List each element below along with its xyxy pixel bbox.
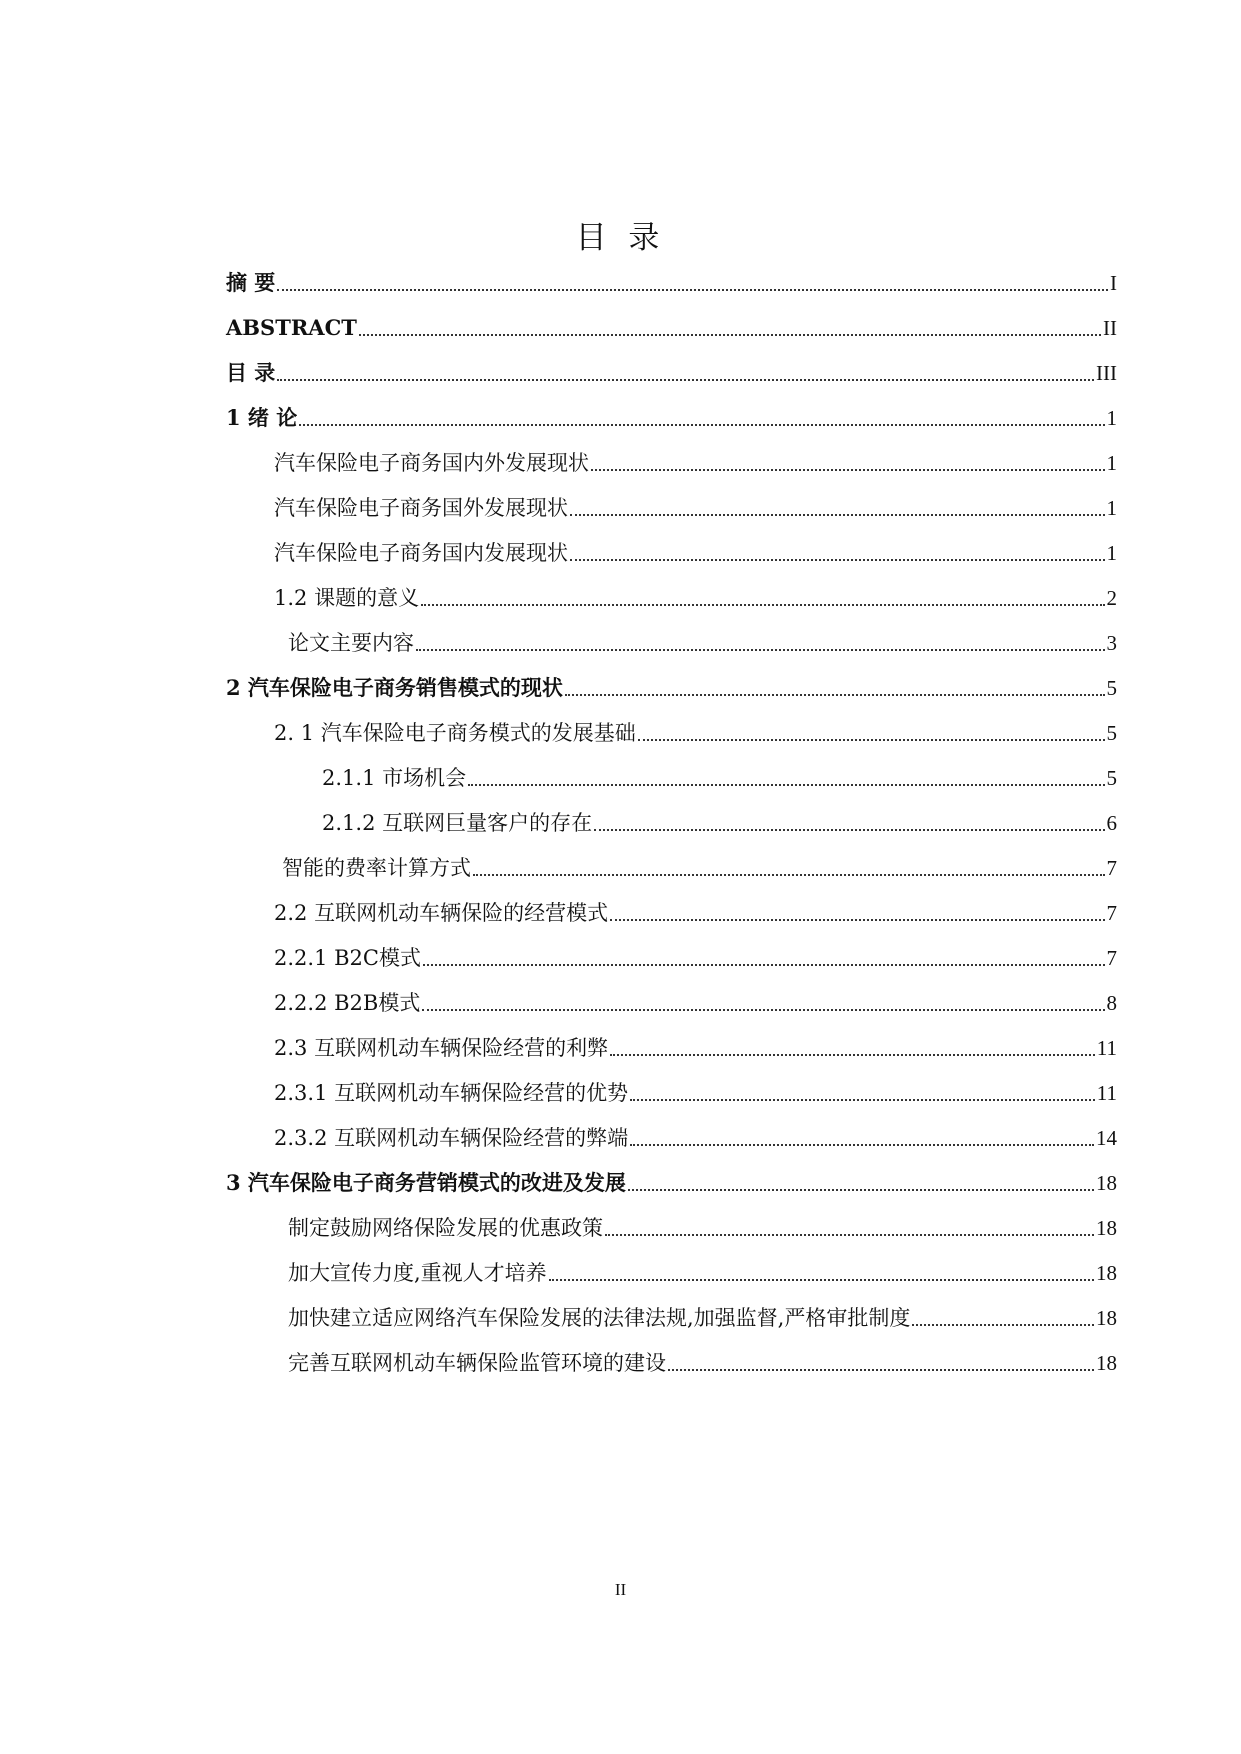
toc-entry-label: 汽车保险电子商务国内外发展现状 <box>274 451 589 475</box>
toc-entry[interactable] <box>288 1258 1117 1288</box>
toc-entry-label: 2.1.2 互联网巨量客户的存在 <box>322 811 593 835</box>
dot-leader <box>605 1233 1094 1236</box>
toc-entry-page: 3 <box>1106 631 1117 655</box>
toc-entry-page: 5 <box>1106 766 1117 790</box>
toc-entry-page: 8 <box>1106 991 1117 1015</box>
dot-leader <box>912 1323 1094 1326</box>
page-number-footer: II <box>614 1580 627 1599</box>
toc-entry-page: 7 <box>1106 901 1117 925</box>
toc-entry-label: 2. 1 汽车保险电子商务模式的发展基础 <box>274 721 636 745</box>
toc-entry-label: 汽车保险电子商务国内发展现状 <box>274 541 568 565</box>
dot-leader <box>638 738 1105 741</box>
toc-entry-page: 18 <box>1096 1171 1117 1195</box>
toc-entry[interactable] <box>226 313 1117 343</box>
dot-leader <box>565 693 1105 696</box>
page-title: 目 录 <box>575 220 666 256</box>
dot-leader <box>277 288 1108 291</box>
toc-entry-label: 1.2 课题的意义 <box>274 586 420 610</box>
dot-leader <box>422 1008 1104 1011</box>
toc-entry-label: 论文主要内容 <box>288 631 414 655</box>
toc-entry[interactable] <box>226 268 1117 298</box>
toc-entry-label: 2.1.1 市场机会 <box>322 766 467 790</box>
toc-entry-label: 目 录 <box>226 360 276 385</box>
toc-entry-label: 2.3.1 互联网机动车辆保险经营的优势 <box>274 1081 629 1105</box>
toc-entry[interactable] <box>288 628 1117 658</box>
toc-entry[interactable] <box>274 718 1117 748</box>
toc-entry-page: 11 <box>1096 1081 1117 1105</box>
toc-entry-page: 18 <box>1096 1306 1117 1330</box>
toc-entry-label: 加大宣传力度,重视人才培养 <box>288 1261 547 1285</box>
toc-entry-page: 5 <box>1106 676 1117 700</box>
dot-leader <box>359 333 1101 336</box>
toc-entry-page: 14 <box>1096 1126 1117 1150</box>
toc-entry-label: 加快建立适应网络汽车保险发展的法律法规,加强监督,严格审批制度 <box>288 1306 911 1330</box>
toc-entry-page: I <box>1110 271 1117 295</box>
dot-leader <box>277 378 1094 381</box>
dot-leader <box>630 1143 1094 1146</box>
dot-leader <box>473 873 1105 876</box>
dot-leader <box>610 1053 1095 1056</box>
toc-entry-label: 1 绪 论 <box>226 405 298 430</box>
toc-entry-page: 1 <box>1106 451 1117 475</box>
toc-entry-page: 1 <box>1106 541 1117 565</box>
toc-entry[interactable] <box>274 493 1117 523</box>
toc-entry[interactable] <box>288 1348 1117 1378</box>
toc-entry-label: 2.3 互联网机动车辆保险经营的利弊 <box>274 1036 609 1060</box>
toc-entry-label: 完善互联网机动车辆保险监管环境的建设 <box>288 1351 666 1375</box>
toc-entry-page: 7 <box>1106 946 1117 970</box>
toc-entry-label: 2.2 互联网机动车辆保险的经营模式 <box>274 901 609 925</box>
toc-entry-label: 2 汽车保险电子商务销售模式的现状 <box>226 675 563 700</box>
toc-entry-label: 摘 要 <box>226 270 276 295</box>
toc-entry[interactable] <box>226 1168 1117 1198</box>
toc-entry-page: 18 <box>1096 1216 1117 1240</box>
dot-leader <box>549 1278 1094 1281</box>
toc-entry[interactable] <box>274 1078 1117 1108</box>
dot-leader <box>628 1188 1094 1191</box>
dot-leader <box>570 513 1105 516</box>
toc-entry-label: 3 汽车保险电子商务营销模式的改进及发展 <box>226 1170 626 1195</box>
toc-entry[interactable] <box>226 673 1117 703</box>
dot-leader <box>594 828 1104 831</box>
toc-entry-page: 1 <box>1106 406 1117 430</box>
dot-leader <box>570 558 1105 561</box>
toc-entry-label: 智能的费率计算方式 <box>282 856 471 880</box>
toc-entry[interactable] <box>274 1123 1117 1153</box>
toc-entry-label: 2.2.2 B2B模式 <box>274 991 421 1015</box>
dot-leader <box>423 963 1105 966</box>
toc-entry-page: 5 <box>1106 721 1117 745</box>
toc-entry-label: 制定鼓励网络保险发展的优惠政策 <box>288 1216 603 1240</box>
toc-entry[interactable] <box>226 403 1117 433</box>
dot-leader <box>630 1098 1095 1101</box>
toc-entry-label: 2.2.1 B2C模式 <box>274 946 421 970</box>
toc-entry[interactable] <box>288 1213 1117 1243</box>
toc-entry-label: 2.3.2 互联网机动车辆保险经营的弊端 <box>274 1126 629 1150</box>
toc-entry-label: ABSTRACT <box>226 315 357 340</box>
toc-entry-page: 18 <box>1096 1351 1117 1375</box>
toc-entry-page: 1 <box>1106 496 1117 520</box>
toc-entry-page: 18 <box>1096 1261 1117 1285</box>
toc-entry[interactable] <box>274 988 1117 1018</box>
toc-entry[interactable] <box>274 898 1117 928</box>
dot-leader <box>591 468 1105 471</box>
dot-leader <box>610 918 1104 921</box>
toc-entry[interactable] <box>274 538 1117 568</box>
dot-leader <box>668 1368 1094 1371</box>
toc-entry[interactable] <box>282 853 1117 883</box>
toc-entry[interactable] <box>274 943 1117 973</box>
toc-entry[interactable] <box>322 763 1117 793</box>
toc-entry-page: 7 <box>1106 856 1117 880</box>
toc-entry-page: 6 <box>1106 811 1117 835</box>
dot-leader <box>299 423 1104 426</box>
dot-leader <box>421 603 1104 606</box>
toc-entry[interactable] <box>274 1033 1117 1063</box>
toc-entry[interactable] <box>288 1303 1117 1333</box>
toc-entry-page: III <box>1096 361 1117 385</box>
toc-entry-page: 2 <box>1106 586 1117 610</box>
toc-entry[interactable] <box>274 583 1117 613</box>
toc-entry-page: II <box>1103 316 1117 340</box>
toc-entry[interactable] <box>226 358 1117 388</box>
dot-leader <box>416 648 1105 651</box>
toc-entry[interactable] <box>274 448 1117 478</box>
toc-entry-label: 汽车保险电子商务国外发展现状 <box>274 496 568 520</box>
toc-entry-page: 11 <box>1096 1036 1117 1060</box>
toc-entry[interactable] <box>322 808 1117 838</box>
dot-leader <box>468 783 1104 786</box>
